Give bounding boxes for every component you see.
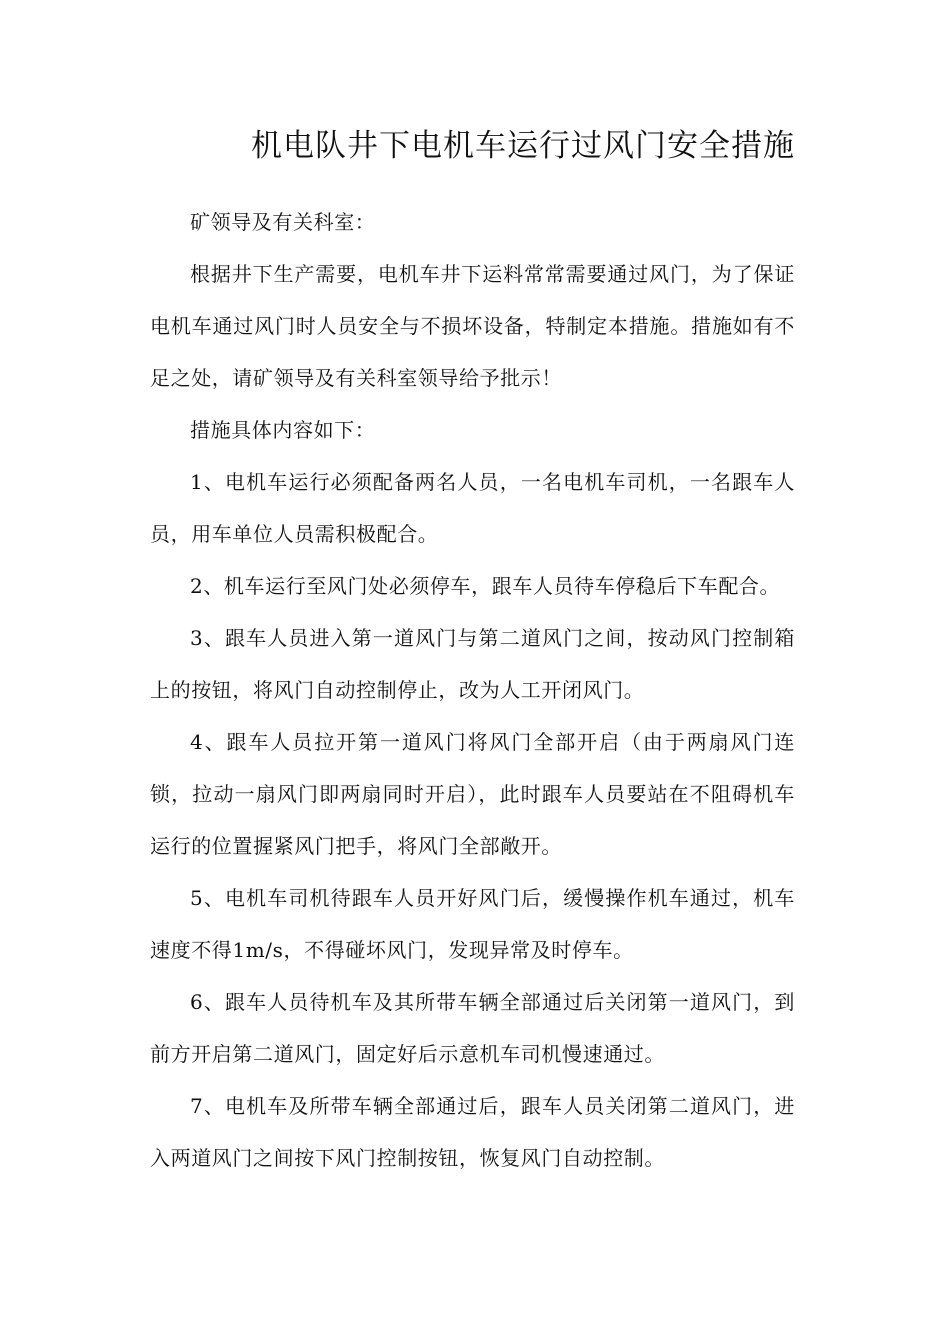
intro-paragraph: 根据井下生产需要，电机车井下运料常常需要通过风门，为了保证电机车通过风门时人员安全与不损坏设备，特制定本措施。措施如有不足之处，请矿领导及有关科室领导给予批示！	[150, 262, 795, 390]
measures-heading: 措施具体内容如下：	[190, 418, 376, 442]
measure-item-6: 6、跟车人员待机车及其所带车辆全部通过后关闭第一道风门，到前方开启第二道风门，固定好后示意机车司机慢速通过。	[150, 990, 795, 1066]
measure-item-7: 7、电机车及所带车辆全部通过后，跟车人员关闭第二道风门，进入两道风门之间按下风门控制按钮，恢复风门自动控制。	[150, 1094, 795, 1170]
document-title: 机电队井下电机车运行过风门安全措施	[251, 128, 795, 164]
measure-item-1: 1、电机车运行必须配备两名人员，一名电机车司机，一名跟车人员，用车单位人员需积极配合。	[150, 470, 795, 546]
salutation: 矿领导及有关科室：	[190, 210, 376, 234]
measure-item-4: 4、跟车人员拉开第一道风门将风门全部开启（由于两扇风门连锁，拉动一扇风门即两扇同时开启），此时跟车人员要站在不阻碍机车运行的位置握紧风门把手，将风门全部敞开。	[150, 730, 795, 858]
measure-item-3: 3、跟车人员进入第一道风门与第二道风门之间，按动风门控制箱上的按钮，将风门自动控制停止，改为人工开闭风门。	[150, 626, 795, 702]
document-body	[150, 196, 795, 1184]
measure-item-2: 2、机车运行至风门处必须停车，跟车人员待车停稳后下车配合。	[190, 574, 781, 598]
measure-item-5: 5、电机车司机待跟车人员开好风门后，缓慢操作机车通过，机车速度不得1m/s，不得碰坏风门，发现异常及时停车。	[150, 886, 795, 962]
